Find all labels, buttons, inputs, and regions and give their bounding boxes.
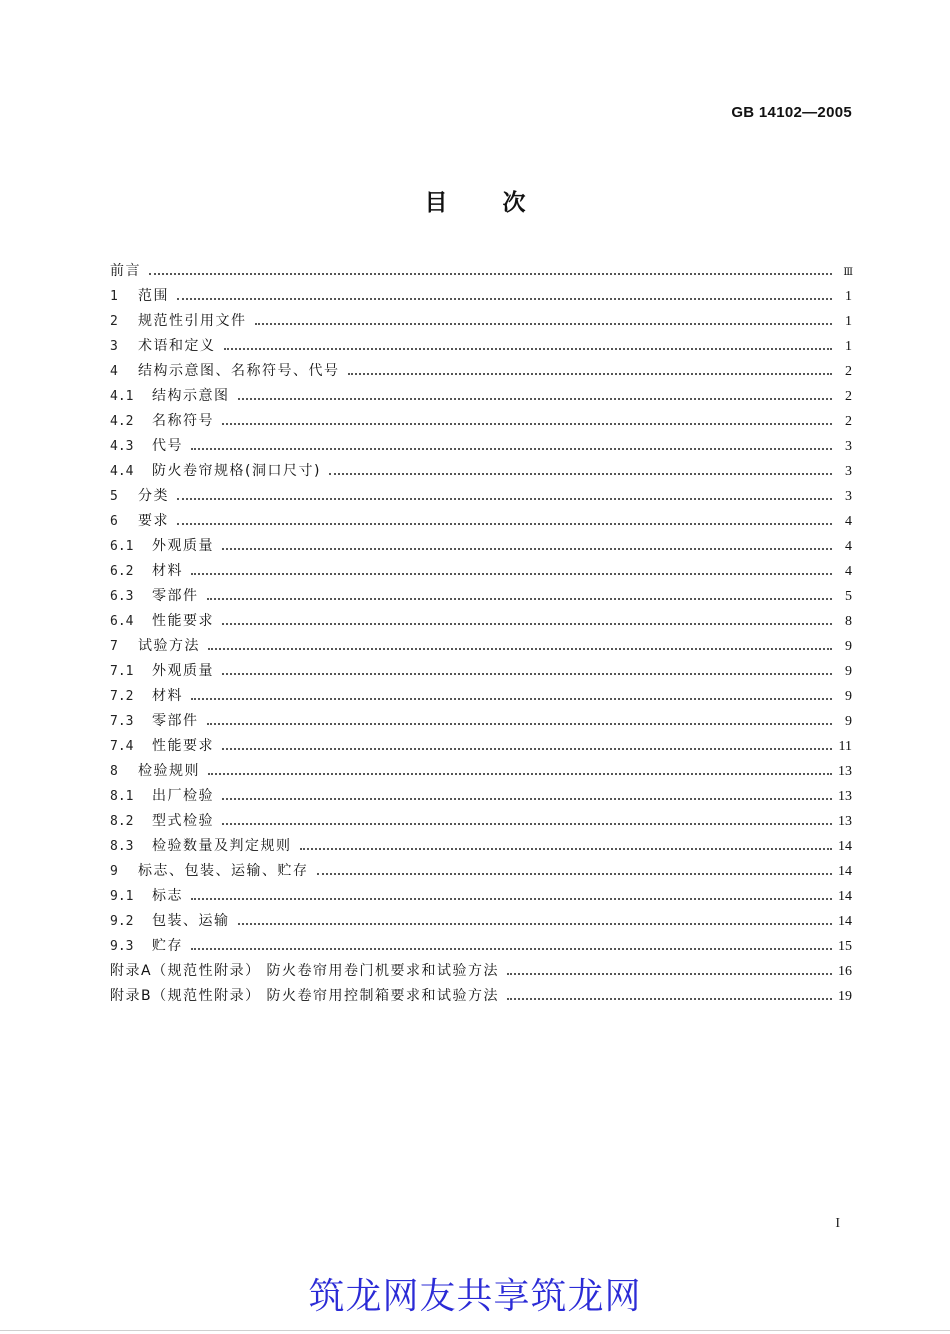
toc-entry-page: 11 bbox=[838, 739, 852, 754]
toc-entry-number: 7.4 bbox=[110, 739, 134, 754]
toc-entry-number: 6.2 bbox=[110, 564, 134, 579]
toc-entry-page: 3 bbox=[845, 439, 852, 454]
toc-dot-leader bbox=[222, 547, 832, 550]
page-number: I bbox=[835, 1216, 840, 1231]
toc-entry[interactable] bbox=[110, 959, 852, 984]
toc-entry[interactable] bbox=[110, 384, 852, 409]
toc-entry-page: 3 bbox=[845, 464, 852, 479]
toc-entry-title: 材料 bbox=[152, 688, 183, 704]
toc-dot-leader bbox=[348, 372, 833, 375]
toc-entry-number: 6.3 bbox=[110, 589, 134, 604]
toc-dot-leader bbox=[222, 622, 832, 625]
toc-dot-leader bbox=[224, 347, 833, 350]
toc-entry-page: 14 bbox=[838, 839, 852, 854]
toc-entry-page: 15 bbox=[838, 939, 852, 954]
toc-entry-number: 4 bbox=[110, 364, 118, 379]
toc-dot-leader bbox=[149, 272, 832, 275]
toc-entry-title: 外观质量 bbox=[152, 663, 214, 679]
toc-entry-title: 试验方法 bbox=[138, 638, 200, 654]
toc-entry[interactable] bbox=[110, 709, 852, 734]
toc-entry[interactable] bbox=[110, 909, 852, 934]
toc-dot-leader bbox=[191, 572, 832, 575]
toc-entry[interactable] bbox=[110, 934, 852, 959]
toc-entry-page: 9 bbox=[845, 664, 852, 679]
toc-dot-leader bbox=[177, 522, 832, 525]
toc-dot-leader bbox=[507, 997, 832, 1000]
toc-entry-title: 检验规则 bbox=[138, 763, 200, 779]
toc-entry[interactable] bbox=[110, 859, 852, 884]
toc-entry[interactable] bbox=[110, 334, 852, 359]
toc-entry-number: 4.3 bbox=[110, 439, 134, 454]
toc-entry-title: 代号 bbox=[152, 438, 183, 454]
toc-entry-number: 5 bbox=[110, 489, 118, 504]
toc-entry-number: 7.1 bbox=[110, 664, 134, 679]
toc-entry[interactable] bbox=[110, 884, 852, 909]
toc-entry-title: 附录A（规范性附录） 防火卷帘用卷门机要求和试验方法 bbox=[110, 963, 500, 979]
toc-entry-title: 前言 bbox=[110, 263, 141, 279]
toc-entry[interactable] bbox=[110, 809, 852, 834]
toc-dot-leader bbox=[238, 922, 833, 925]
toc-entry-number: 9.2 bbox=[110, 914, 134, 929]
toc-entry-number: 2 bbox=[110, 314, 118, 329]
toc-entry-number: 9.1 bbox=[110, 889, 134, 904]
page-title: 目次 bbox=[424, 190, 581, 216]
toc-entry[interactable] bbox=[110, 459, 852, 484]
toc-entry-page: 13 bbox=[838, 814, 852, 829]
toc-entry[interactable] bbox=[110, 984, 852, 1009]
toc-entry-page: 14 bbox=[838, 864, 852, 879]
toc-entry-number: 4.1 bbox=[110, 389, 134, 404]
toc-entry-number: 1 bbox=[110, 289, 118, 304]
toc-entry[interactable] bbox=[110, 309, 852, 334]
toc-dot-leader bbox=[191, 897, 832, 900]
toc-entry[interactable] bbox=[110, 759, 852, 784]
toc-dot-leader bbox=[300, 847, 833, 850]
toc-entry-page: 1 bbox=[845, 314, 852, 329]
toc-entry-number: 6.1 bbox=[110, 539, 134, 554]
toc-entry-page: 8 bbox=[845, 614, 852, 629]
toc-dot-leader bbox=[191, 947, 832, 950]
toc-entry-page: 9 bbox=[845, 714, 852, 729]
toc-entry-number: 8 bbox=[110, 764, 118, 779]
toc-entry[interactable] bbox=[110, 534, 852, 559]
toc-entry-title: 出厂检验 bbox=[152, 788, 214, 804]
toc-dot-leader bbox=[207, 722, 833, 725]
toc-entry[interactable] bbox=[110, 259, 852, 284]
toc-entry-page: 2 bbox=[845, 364, 852, 379]
toc-entry-page: 5 bbox=[845, 589, 852, 604]
toc-entry[interactable] bbox=[110, 409, 852, 434]
toc-entry-title: 性能要求 bbox=[152, 613, 214, 629]
toc-entry-title: 要求 bbox=[138, 513, 169, 529]
toc-entry-title: 术语和定义 bbox=[138, 338, 216, 354]
toc-entry-title: 外观质量 bbox=[152, 538, 214, 554]
toc-entry-page: 19 bbox=[838, 989, 852, 1004]
toc-dot-leader bbox=[177, 497, 832, 500]
toc-entry-page: 9 bbox=[845, 639, 852, 654]
toc-entry-page: 13 bbox=[838, 789, 852, 804]
toc-dot-leader bbox=[191, 697, 832, 700]
toc-entry-title: 标志、包装、运输、贮存 bbox=[138, 863, 309, 879]
toc-entry-title: 防火卷帘规格(洞口尺寸) bbox=[152, 463, 321, 479]
toc-entry[interactable] bbox=[110, 784, 852, 809]
toc-entry[interactable] bbox=[110, 484, 852, 509]
toc-entry-page: 9 bbox=[845, 689, 852, 704]
toc-entry-number: 9.3 bbox=[110, 939, 134, 954]
toc-entry-page: 2 bbox=[845, 414, 852, 429]
toc-entry[interactable] bbox=[110, 559, 852, 584]
toc-entry-number: 8.1 bbox=[110, 789, 134, 804]
toc-entry-number: 6.4 bbox=[110, 614, 134, 629]
watermark-text: 筑龙网友共享筑龙网 bbox=[308, 1276, 642, 1317]
toc-dot-leader bbox=[208, 772, 832, 775]
toc-dot-leader bbox=[222, 797, 832, 800]
toc-entry-title: 型式检验 bbox=[152, 813, 214, 829]
toc-dot-leader bbox=[507, 972, 832, 975]
toc-dot-leader bbox=[329, 472, 832, 475]
toc-entry-page: 4 bbox=[845, 564, 852, 579]
toc-entry-title: 包装、运输 bbox=[152, 913, 230, 929]
toc-entry[interactable] bbox=[110, 634, 852, 659]
toc-entry-title: 分类 bbox=[138, 488, 169, 504]
toc-entry-title: 零部件 bbox=[152, 713, 199, 729]
toc-entry-number: 4.2 bbox=[110, 414, 134, 429]
toc-entry[interactable] bbox=[110, 509, 852, 534]
toc-entry-page: 14 bbox=[838, 914, 852, 929]
toc-entry[interactable] bbox=[110, 609, 852, 634]
toc-entry-page: 3 bbox=[845, 489, 852, 504]
toc-entry-title: 规范性引用文件 bbox=[138, 313, 247, 329]
toc-entry-number: 7.3 bbox=[110, 714, 134, 729]
toc-entry-title: 结构示意图、名称符号、代号 bbox=[138, 363, 340, 379]
toc-entry-page: 16 bbox=[838, 964, 852, 979]
toc-dot-leader bbox=[208, 647, 832, 650]
toc-dot-leader bbox=[222, 672, 832, 675]
toc-dot-leader bbox=[222, 747, 832, 750]
toc-entry-title: 零部件 bbox=[152, 588, 199, 604]
toc-entry-number: 4.4 bbox=[110, 464, 134, 479]
toc-entry-title: 范围 bbox=[138, 288, 169, 304]
toc-entry-page: Ⅲ bbox=[843, 267, 852, 278]
toc-entry-page: 4 bbox=[845, 539, 852, 554]
standard-code: GB 14102—2005 bbox=[731, 104, 852, 121]
toc-entry-title: 贮存 bbox=[152, 938, 183, 954]
toc-entry-title: 附录B（规范性附录） 防火卷帘用控制箱要求和试验方法 bbox=[110, 988, 500, 1004]
bottom-divider bbox=[0, 1330, 950, 1331]
toc-entry-number: 7 bbox=[110, 639, 118, 654]
toc-entry[interactable] bbox=[110, 584, 852, 609]
toc-entry-title: 材料 bbox=[152, 563, 183, 579]
toc-dot-leader bbox=[317, 872, 833, 875]
toc-dot-leader bbox=[222, 422, 832, 425]
toc-entry-page: 2 bbox=[845, 389, 852, 404]
toc-dot-leader bbox=[255, 322, 833, 325]
toc-entry-number: 9 bbox=[110, 864, 118, 879]
toc-entry-number: 6 bbox=[110, 514, 118, 529]
toc-entry-page: 4 bbox=[845, 514, 852, 529]
toc-entry-page: 1 bbox=[845, 289, 852, 304]
toc-dot-leader bbox=[191, 447, 832, 450]
toc-entry[interactable] bbox=[110, 684, 852, 709]
toc-entry-title: 检验数量及判定规则 bbox=[152, 838, 292, 854]
toc-entry-title: 结构示意图 bbox=[152, 388, 230, 404]
toc-dot-leader bbox=[177, 297, 832, 300]
toc-entry-page: 14 bbox=[838, 889, 852, 904]
toc-entry[interactable] bbox=[110, 659, 852, 684]
toc-dot-leader bbox=[222, 822, 832, 825]
toc-entry[interactable] bbox=[110, 734, 852, 759]
toc-entry[interactable] bbox=[110, 434, 852, 459]
table-of-contents bbox=[110, 259, 852, 1009]
toc-entry-title: 标志 bbox=[152, 888, 183, 904]
toc-entry-number: 8.2 bbox=[110, 814, 134, 829]
toc-entry-title: 名称符号 bbox=[152, 413, 214, 429]
toc-entry[interactable] bbox=[110, 284, 852, 309]
toc-entry[interactable] bbox=[110, 359, 852, 384]
toc-dot-leader bbox=[238, 397, 833, 400]
toc-entry-number: 7.2 bbox=[110, 689, 134, 704]
toc-entry-page: 1 bbox=[845, 339, 852, 354]
toc-entry-number: 8.3 bbox=[110, 839, 134, 854]
toc-entry-page: 13 bbox=[838, 764, 852, 779]
toc-entry-title: 性能要求 bbox=[152, 738, 214, 754]
toc-entry[interactable] bbox=[110, 834, 852, 859]
toc-dot-leader bbox=[207, 597, 833, 600]
toc-entry-number: 3 bbox=[110, 339, 118, 354]
